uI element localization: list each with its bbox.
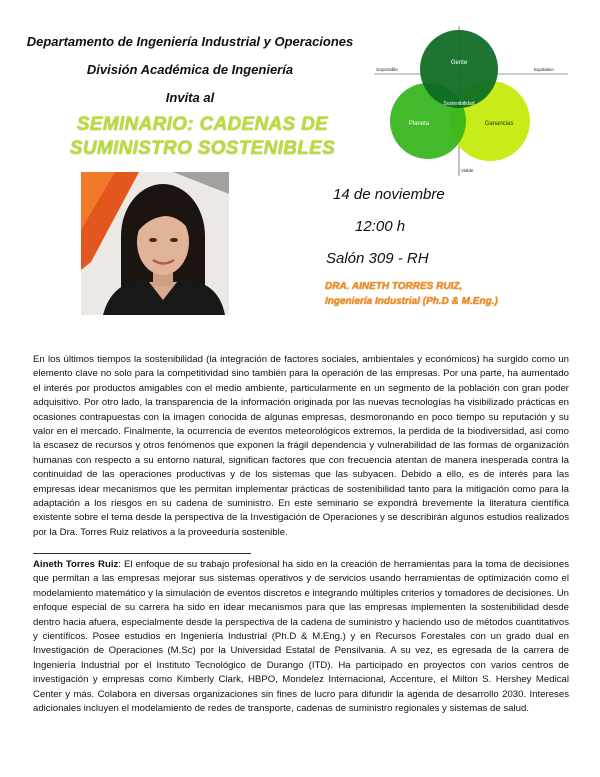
label-sostenibilidad: Sostenibilidad xyxy=(443,101,475,107)
circle-gente xyxy=(420,30,498,108)
division-name: División Académica de Ingeniería xyxy=(86,62,294,77)
seminar-title-line1: SEMINARIO: CADENAS DE xyxy=(76,114,329,135)
speaker-bio xyxy=(33,558,569,716)
event-room: Salón 309 - RH xyxy=(326,250,429,267)
event-date: 14 de noviembre xyxy=(333,186,445,203)
separator-line xyxy=(33,553,251,554)
speaker-degree: Ingeniería Industrial (Ph.D & M.Eng.) xyxy=(325,296,498,307)
sustainability-venn-diagram xyxy=(372,26,572,176)
speaker-name: DRA. AINETH TORRES RUIZ, xyxy=(325,281,463,292)
label-soportable: Soportable xyxy=(376,67,398,72)
label-gente: Gente xyxy=(450,60,468,66)
bio-name: Aineth Torres Ruiz xyxy=(33,559,119,570)
label-equitativo: Equitativo xyxy=(534,67,554,72)
label-planeta: Planeta xyxy=(408,121,430,127)
seminar-title-line2: SUMINISTRO SOSTENIBLES xyxy=(69,138,336,159)
invite-text: Invita al xyxy=(165,90,215,105)
seminar-abstract: En los últimos tiempos la sostenibilidad (la integración de factores sociales, ambientales y económicos) ha surgido como un elemento clave no solo para la competitividad sino también para la operación de las empresas. Por una parte, ha aumentado el interés por productos amigables con el medio ambiente, particularmente en un segmento de la población con gran poder adquisitivo. Por otro lado, la transparencia de la información originada por las nuevas tecnologías ha visibilizado prácticas en ocasiones contrapuestas con la imagen conocida de algunas empresas, desmoronando en poco tiempo su reputación y su valor en el mercado. Finalmente, la ocurrencia de eventos meteorológicos extremos, la perdida de la biodiversidad, así como la escasez de recursos y otros fenómenos que exponen la frágil dependencia y vulnerabilidad de las formas de organización humanas con respecto a su entorno natural, significan factores que con frecuencia atentan de manera inesperada contra la continuidad de las operaciones productivas y de los sistemas que las subyacen. Debido a ello, es de interés para las empresas idear mecanismos que les permitan implementar prácticas de sostenibilidad tanto para la mitigación como para la adaptación a los riesgos en su cadena de suministro. En este seminario se expondrá brevemente la literatura científica existente sobre el tema desde la perspectiva de la Investigación de Operaciones y se describirán algunos estudios realizados por la Dra. Torres Ruiz relativos a la proveeduría sostenible. xyxy=(33,354,569,538)
bio-text: : El enfoque de su trabajo profesional ha sido en la creación de herramientas para la toma de decisiones que permitan a las empresas mejorar sus sistemas operativos y de servicios usando herramientas de optimización como el modelamiento matemático y la simulación de eventos discretos e integrando múltiples criterios y tomadores de decisiones. Un enfoque especial de su carrera ha sido en idear mecanismos para que las empresas implementen la sostenibilidad desde dentro hacia afuera, especialmente desde la perspectiva de la cadena de suministro y haciendo uso de métodos cuantitativos y científicos. Posee estudios en Ingeniería Industrial (Ph.D & M.Eng.) y en Recursos Forestales con un grado dual en Investigación de Operaciones (M.Sc) por la Universidad Estatal de Pensilvania. A su vez, es egresada de la carrera de Ingeniería Industrial por el Instituto Tecnológico de Durango (ITD). Ha participado en proyectos con varios centros de investigación y empresas como Kimberly Clark, HBPO, Mondelez Internacional, Accenture, el Milton S. Hershey Medical Center y más. Colabora en diversas organizaciones sin fines de lucro para difundir la agenda de desarrollo 2030. Intereses adicionales incluyen el modelamiento de redes de transporte, cadenas de suministro regionales y sistemas de salud. xyxy=(33,559,569,715)
department-name: Departamento de Ingeniería Industrial y Operaciones xyxy=(26,34,354,49)
label-viable: Viable xyxy=(461,168,474,173)
label-ganancias: Ganancias xyxy=(484,121,514,127)
event-time: 12:00 h xyxy=(355,218,406,235)
speaker-photo xyxy=(81,172,229,315)
